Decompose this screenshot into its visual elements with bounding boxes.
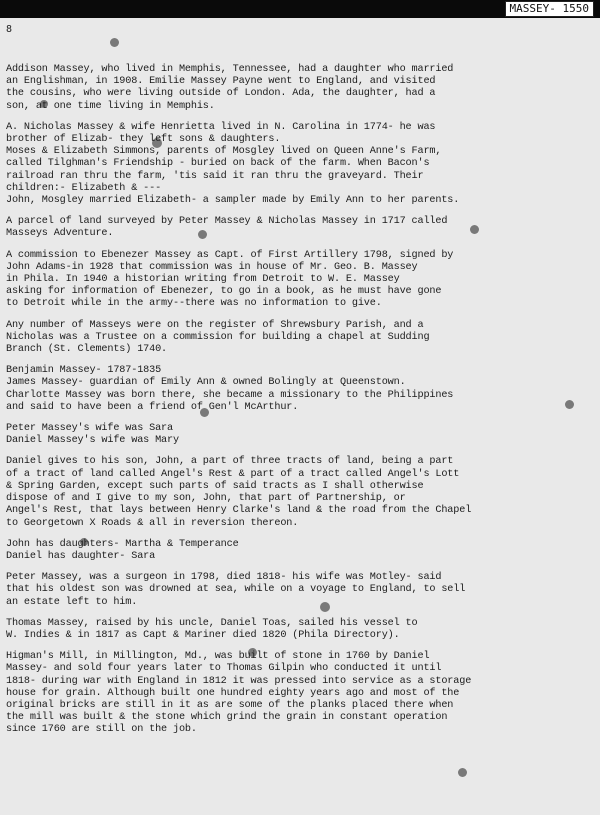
text-line: Angel's Rest, that lays between Henry Clarke's land & the road from the Chapel [6,505,472,517]
text-line: James Massey- guardian of Emily Ann & owned Bolingly at Queenstown. [6,377,406,389]
text-line: A parcel of land surveyed by Peter Massey & Nicholas Massey in 1717 called [6,216,448,228]
text-line: Daniel Massey's wife was Mary [6,435,179,447]
text-line: Benjamin Massey- 1787-1835 [6,365,162,377]
paragraph [6,122,594,207]
text-line: since 1760 are still on the job. [6,724,197,736]
paragraph [6,64,594,113]
text-line: the cousins, who were living outside of London. Ada, the daughter, had a [6,88,436,100]
text-line: John, Mosgley married Elizabeth- a sampler made by Emily Ann to her parents. [6,195,460,207]
text-line: Daniel has daughter- Sara [6,550,156,562]
text-line: dispose of and I give to my son, John, that part of Partnership, or [6,493,406,505]
text-line: the mill was built & the stone which grind the grain in constant operation [6,712,448,724]
typed-notes [6,64,594,746]
text-line: Daniel gives to his son, John, a part of three tracts of land, being a part [6,456,454,468]
text-line: A commission to Ebenezer Massey as Capt. of First Artillery 1798, signed by [6,249,454,261]
text-line: Nicholas was a Trustee on a commission for building a chapel at Sudding [6,331,430,343]
paragraph [6,618,594,642]
paragraph [6,456,594,529]
paragraph [6,365,594,414]
page-marker: 8 [6,24,13,35]
text-line: Peter Massey, was a surgeon in 1798, died 1818- his wife was Motley- said [6,572,442,584]
text-line: brother of Elizab- they left sons & daughters. [6,134,281,146]
text-line: called Tilghman's Friendship - buried on back of the farm. When Bacon's [6,158,430,170]
paragraph [6,250,594,311]
text-line: to Detroit while in the army--there was no information to give. [6,298,382,310]
paragraph [6,216,594,240]
text-line: that his oldest son was drowned at sea, while on a voyage to England, to sell [6,584,466,596]
paragraph [6,423,594,447]
paragraph [6,572,594,609]
text-line: house for grain. Although built one hundred eighty years ago and most of the [6,687,460,699]
text-line: Charlotte Massey was born there, she became a missionary to the Philippines [6,389,454,401]
text-line: 1818- during war with England in 1812 it was pressed into service as a storage [6,675,472,687]
text-line: Higman's Mill, in Millington, Md., was built of stone in 1760 by Daniel [6,651,430,663]
text-line: John Adams-in 1928 that commission was in house of Mr. Geo. B. Massey [6,261,418,273]
paragraph [6,651,594,736]
text-line: an Englishman, in 1908. Emilie Massey Payne went to England, and visited [6,76,436,88]
text-line: an estate left to him. [6,596,138,608]
text-line: to Georgetown X Roads & all in reversion thereon. [6,517,299,529]
text-line: asking for information of Ebenezer, to go in a book, as he must have gone [6,286,442,298]
text-line: A. Nicholas Massey & wife Henrietta lived in N. Carolina in 1774- he was [6,121,436,133]
scan-top-border [0,0,600,18]
text-line: W. Indies & in 1817 as Capt & Mariner died 1820 (Phila Directory). [6,629,400,641]
file-label: MASSEY- 1550 [505,1,594,17]
paragraph [6,539,594,563]
text-line: children:- Elizabeth & --- [6,182,162,194]
text-line: Masseys Adventure. [6,228,114,240]
scan-smudge [458,768,467,777]
text-line: John has daughters- Martha & Temperance [6,538,239,550]
text-line: and said to have been a friend of Gen'l McArthur. [6,401,299,413]
text-line: Branch (St. Clements) 1740. [6,344,168,356]
text-line: & Spring Garden, except such parts of said tracts as I shall otherwise [6,480,424,492]
text-line: Peter Massey's wife was Sara [6,423,173,435]
scan-smudge [110,38,119,47]
text-line: Any number of Masseys were on the register of Shrewsbury Parish, and a [6,319,424,331]
text-line: original bricks are still in it as are some of the planks placed there when [6,699,454,711]
text-line: of a tract of land called Angel's Rest & part of a tract called Angel's Lott [6,468,460,480]
text-line: railroad ran thru the farm, 'tis said it ran thru the graveyard. Their [6,170,424,182]
text-line: Massey- and sold four years later to Thomas Gilpin who conducted it until [6,663,442,675]
text-line: in Phila. In 1940 a historian writing from Detroit to W. E. Massey [6,274,400,286]
text-line: Addison Massey, who lived in Memphis, Tennessee, had a daughter who married [6,64,454,75]
text-line: Thomas Massey, raised by his uncle, Daniel Toas, sailed his vessel to [6,617,418,629]
text-line: son, at one time living in Memphis. [6,100,215,112]
text-line: Moses & Elizabeth Simmons, parents of Mosgley lived on Queen Anne's Farm, [6,146,442,158]
paragraph [6,320,594,357]
